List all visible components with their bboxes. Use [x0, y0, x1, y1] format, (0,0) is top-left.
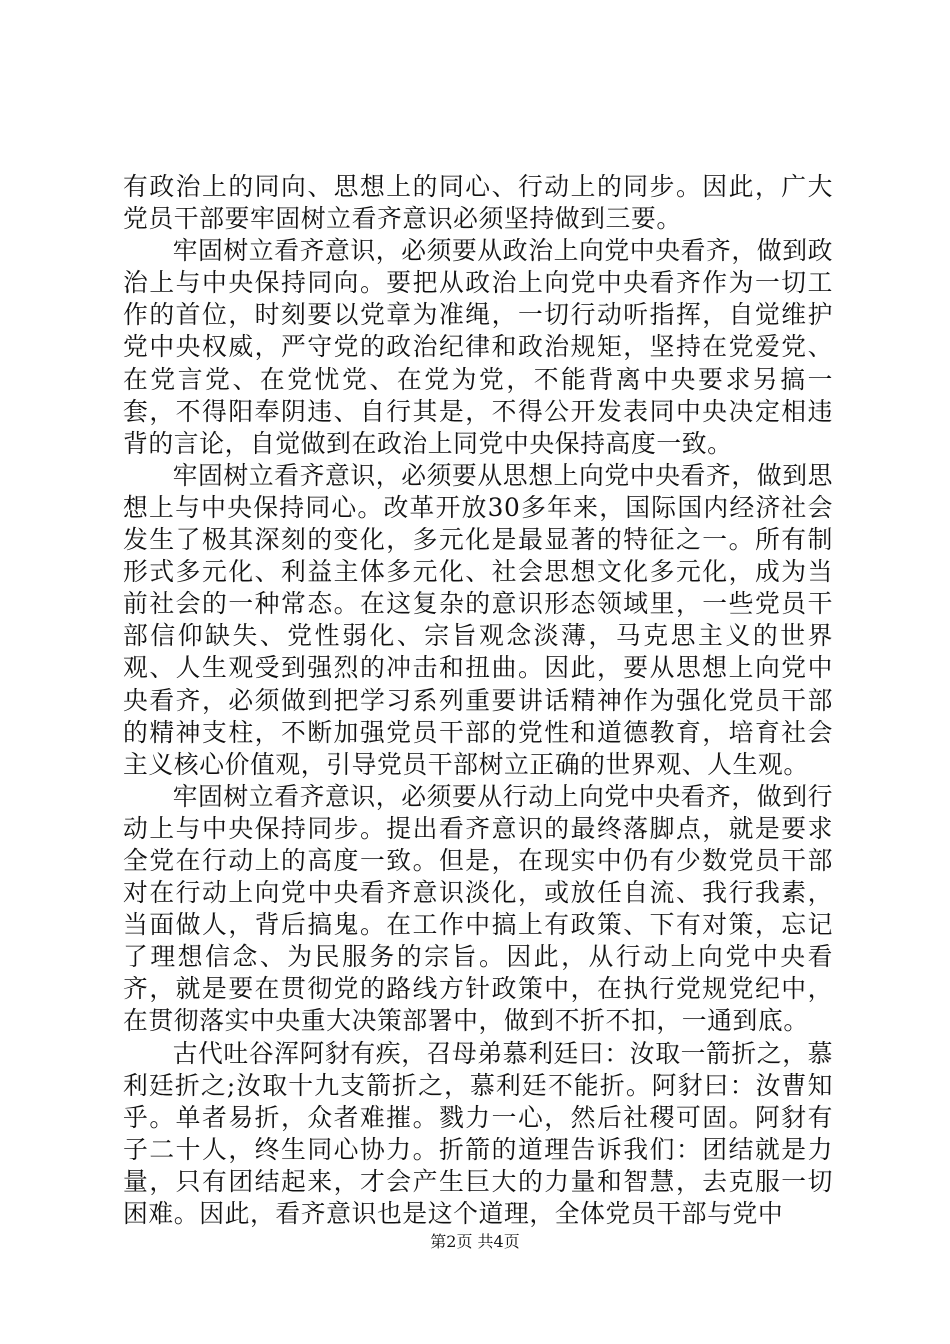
page-footer: [0, 1231, 950, 1253]
page-number: 第2页 共4页: [430, 1232, 520, 1251]
paragraph-action-alignment: 牢固树立看齐意识，必须要从行动上向党中央看齐，做到行动上与中央保持同步。提出看齐意识的最终落脚点，就是要求全党在行动上的高度一致。但是，在现实中仍有少数党员干部对在行动上向党中央看齐意识淡化，或放任自流、我行我素，当面做人，背后搞鬼。在工作中搞上有政策、下有对策，忘记了理想信念、为民服务的宗旨。因此，从行动上向党中央看齐，就是要在贯彻党的路线方针政策中，在执行党规党纪中，在贯彻落实中央重大决策部署中，做到不折不扣，一通到底。: [123, 781, 833, 1036]
paragraph-ideological-alignment: 牢固树立看齐意识，必须要从思想上向党中央看齐，做到思想上与中央保持同心。改革开放30多年来，国际国内经济社会发生了极其深刻的变化，多元化是最显著的特征之一。所有制形式多元化、利益主体多元化、社会思想文化多元化，成为当前社会的一种常态。在这复杂的意识形态领域里，一些党员干部信仰缺失、党性弱化、宗旨观念淡薄，马克思主义的世界观、人生观受到强烈的冲击和扭曲。因此，要从思想上向党中央看齐，必须做到把学习系列重要讲话精神作为强化党员干部的精神支柱，不断加强党员干部的党性和道德教育，培育社会主义核心价值观，引导党员干部树立正确的世界观、人生观。: [123, 460, 833, 779]
document-body: [123, 171, 833, 1230]
paragraph-arrow-story: 古代吐谷浑阿豺有疾，召母弟慕利廷曰：汝取一箭折之，慕利廷折之;汝取十九支箭折之，慕利廷不能折。阿豺曰：汝曹知乎。单者易折，众者难摧。戮力一心，然后社稷可固。阿豺有子二十人，终生同心协力。折箭的道理告诉我们：团结就是力量，只有团结起来，才会产生巨大的力量和智慧，去克服一切困难。因此，看齐意识也是这个道理，全体党员干部与党中: [123, 1038, 833, 1228]
paragraph-continuation: 有政治上的同向、思想上的同心、行动上的同步。因此，广大党员干部要牢固树立看齐意识必须坚持做到三要。: [123, 172, 833, 234]
paragraph-political-alignment: 牢固树立看齐意识，必须要从政治上向党中央看齐，做到政治上与中央保持同向。要把从政治上向党中央看齐作为一切工作的首位，时刻要以党章为准绳，一切行动听指挥，自觉维护党中央权威，严守党的政治纪律和政治规矩，坚持在党爱党、在党言党、在党忧党、在党为党，不能背离中央要求另搞一套，不得阳奉阴违、自行其是，不得公开发表同中央决定相违背的言论，自觉做到在政治上同党中央保持高度一致。: [123, 236, 833, 458]
